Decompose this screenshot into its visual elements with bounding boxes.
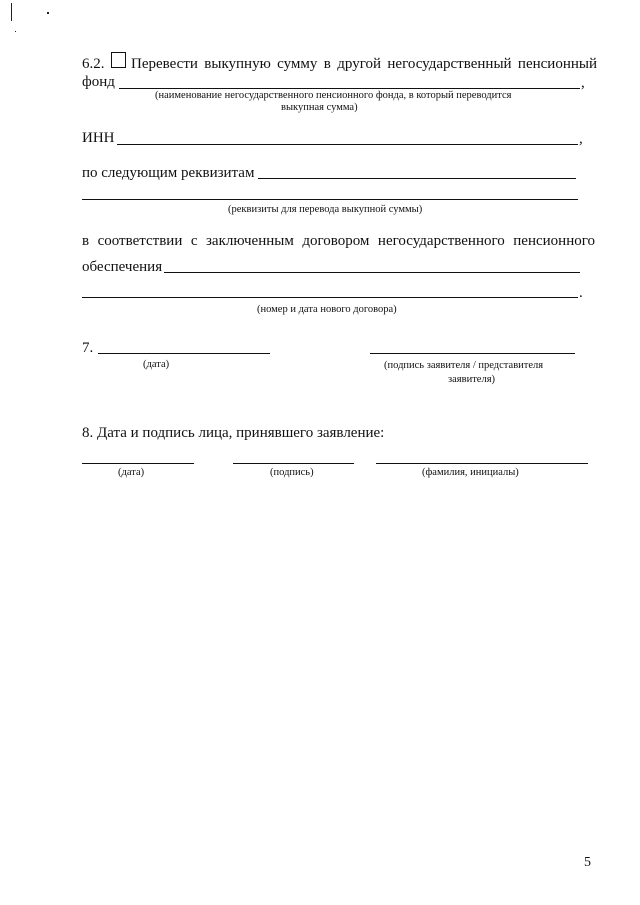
- section-8-name-field[interactable]: [376, 463, 588, 464]
- requisites-field-line1[interactable]: [258, 178, 576, 179]
- section-6-2-heading: Перевести выкупную сумму в другой негосударственный пенсионный: [131, 56, 597, 72]
- fund-hint-line1: (наименование негосударственного пенсионного фонда, в который переводится: [155, 90, 512, 101]
- fund-label: фонд: [82, 74, 115, 90]
- fund-comma: ,: [581, 75, 585, 91]
- contract-period: .: [579, 285, 583, 301]
- section-8-date-field[interactable]: [82, 463, 194, 464]
- contract-text: в соответствии с заключенным договором негосударственного пенсионного: [82, 233, 595, 249]
- inn-field[interactable]: [117, 144, 578, 145]
- transfer-option-checkbox[interactable]: [111, 52, 126, 68]
- section-7-signature-field[interactable]: [370, 353, 575, 354]
- section-8-name-caption: (фамилия, инициалы): [422, 467, 519, 478]
- requisites-field-line2[interactable]: [82, 199, 578, 200]
- section-8-signature-caption: (подпись): [270, 467, 314, 478]
- scan-artifact: [11, 3, 12, 21]
- requisites-hint: (реквизиты для перевода выкупной суммы): [228, 204, 423, 215]
- inn-label: ИНН: [82, 130, 115, 146]
- section-8-signature-field[interactable]: [233, 463, 354, 464]
- scan-artifact: [47, 12, 49, 14]
- fund-hint-line2: выкупная сумма): [281, 102, 358, 113]
- requisites-label: по следующим реквизитам: [82, 165, 255, 181]
- section-8-heading: 8. Дата и подпись лица, принявшего заявление:: [82, 425, 385, 441]
- section-7-number: 7.: [82, 340, 94, 356]
- section-8-date-caption: (дата): [118, 467, 145, 478]
- section-7-date-caption: (дата): [143, 359, 170, 370]
- page-number: 5: [584, 855, 591, 870]
- contract-field-line2[interactable]: [82, 297, 578, 298]
- contract-field-line1[interactable]: [164, 272, 580, 273]
- scan-artifact: [15, 31, 16, 32]
- contract-label: обеспечения: [82, 259, 163, 275]
- inn-comma: ,: [579, 131, 583, 147]
- contract-hint: (номер и дата нового договора): [257, 304, 397, 315]
- section-7-signature-caption-line2: заявителя): [448, 374, 496, 385]
- section-7-date-field[interactable]: [98, 353, 270, 354]
- section-7-signature-caption-line1: (подпись заявителя / представителя: [384, 360, 544, 371]
- fund-name-field[interactable]: [119, 88, 580, 89]
- section-6-2-number: 6.2.: [82, 56, 105, 72]
